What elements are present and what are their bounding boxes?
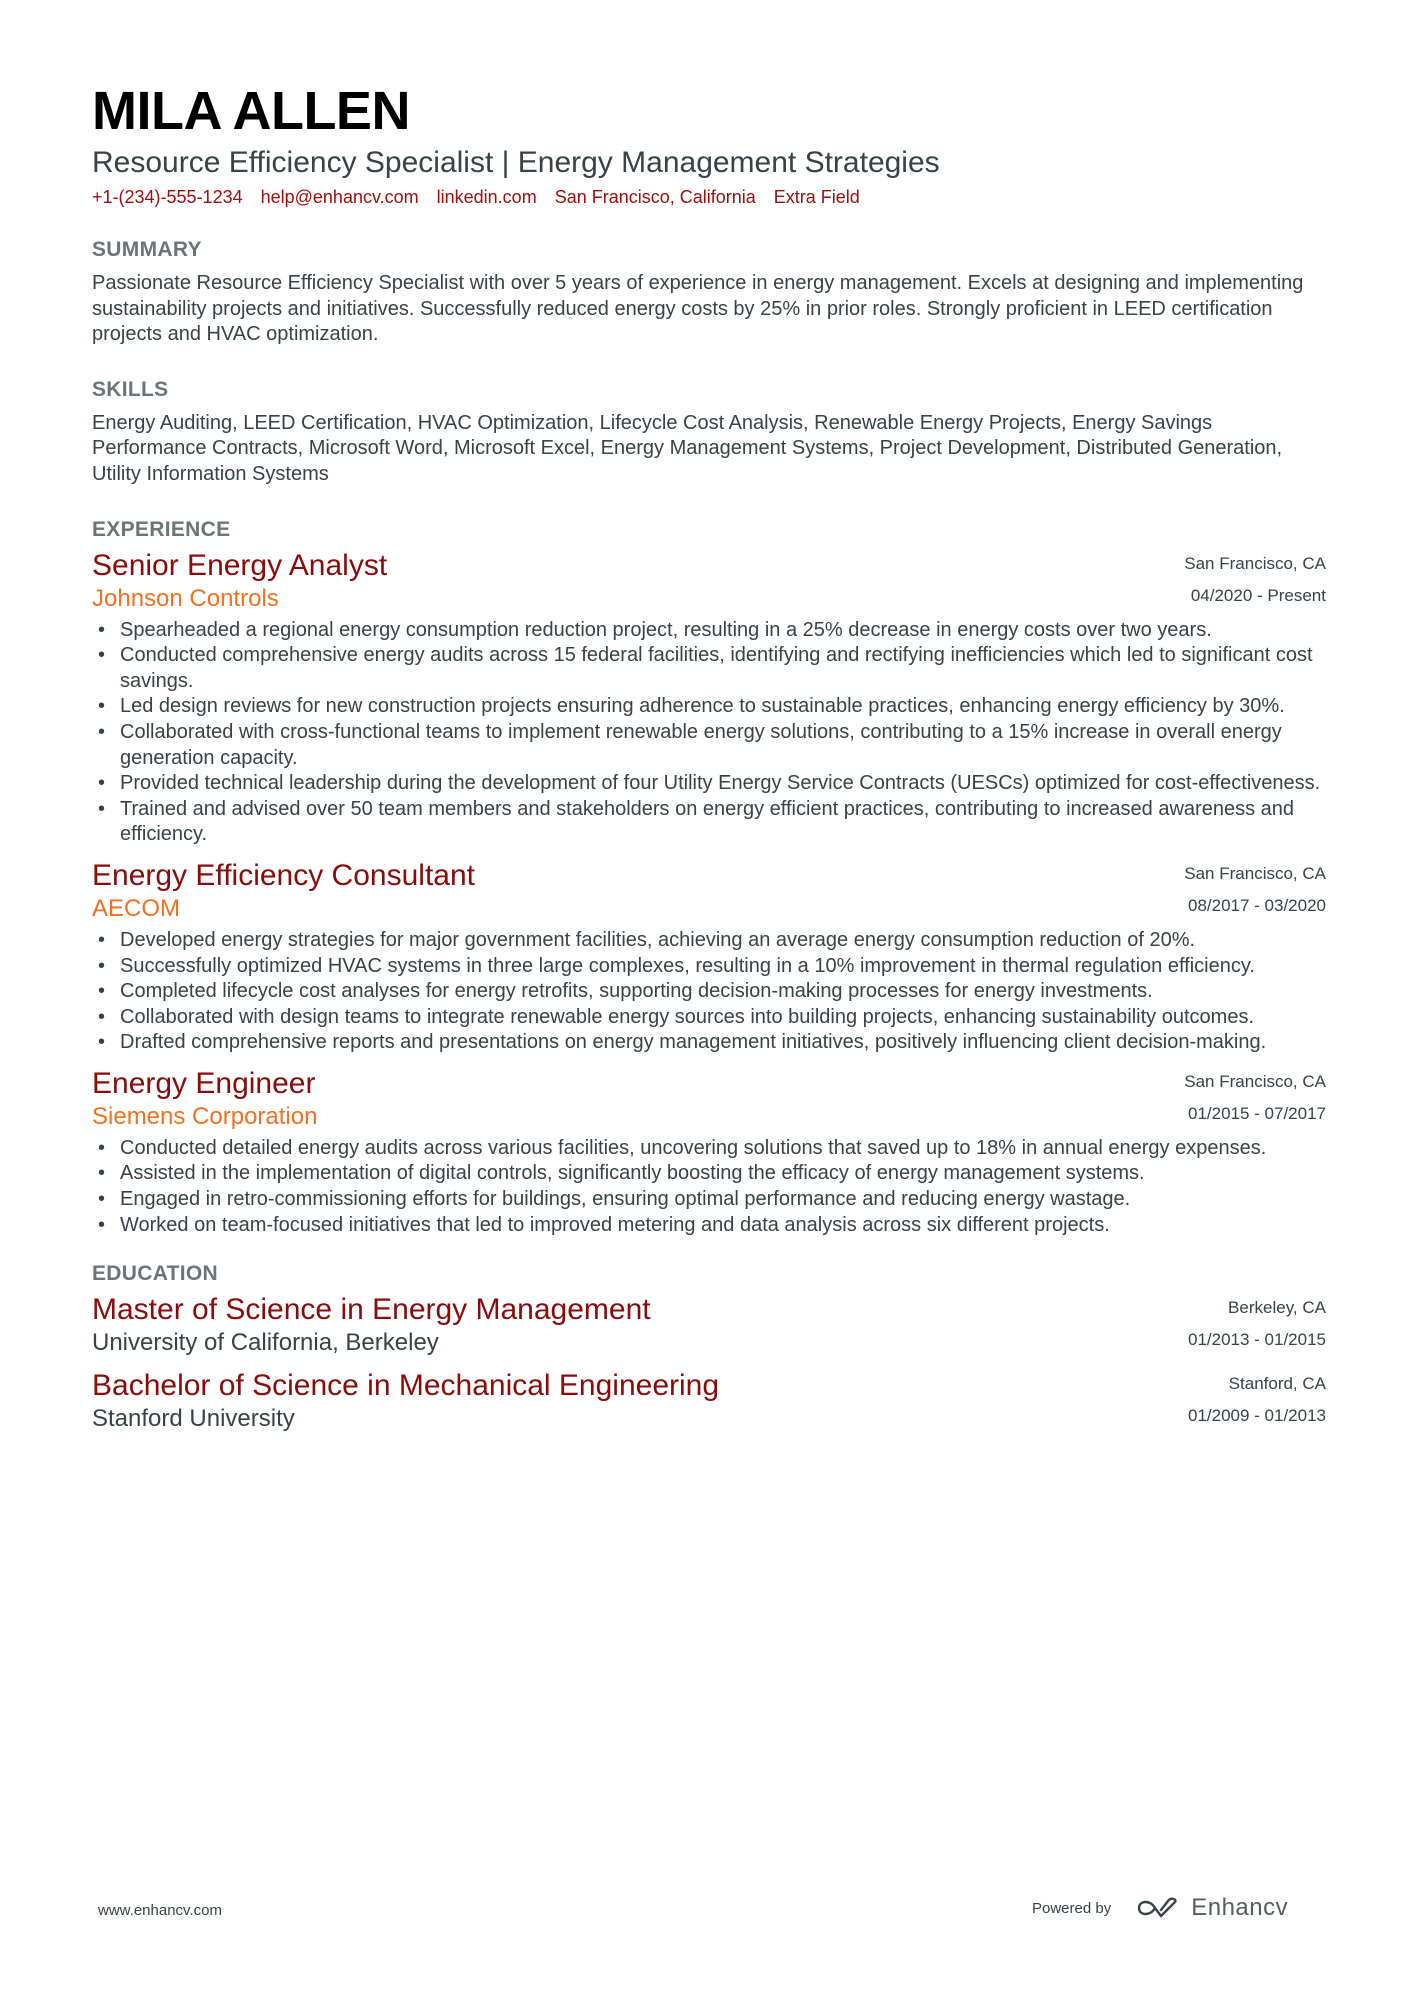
school-name: Stanford University xyxy=(92,1405,295,1433)
headline: Resource Efficiency Specialist | Energy Management Strategies xyxy=(92,146,940,179)
job-dates: 08/2017 - 03/2020 xyxy=(1187,895,1326,915)
bullet: • Developed energy strategies for major government facilities, achieving an average energy consumption reduction of 20%. xyxy=(92,928,1326,954)
extra-field: Extra Field xyxy=(773,187,860,207)
contact-bar xyxy=(92,184,1326,210)
powered-by-label: Powered by xyxy=(1032,1899,1112,1917)
bullet: • Worked on team-focused initiatives that led to improved metering and data analysis across six different projects. xyxy=(92,1213,1326,1239)
enhancv-logo[interactable] xyxy=(1135,1894,1288,1922)
bullet: • Trained and advised over 50 team members and stakeholders on energy efficient practices, contributing to increased awareness and efficiency. xyxy=(92,797,1326,848)
degree-title: Master of Science in Energy Management xyxy=(92,1293,651,1327)
education-dates: 01/2009 - 01/2013 xyxy=(1187,1406,1326,1426)
job-location: San Francisco, CA xyxy=(1184,1071,1326,1091)
education-location: Stanford, CA xyxy=(1228,1374,1326,1394)
job-dates: 04/2020 - Present xyxy=(1190,585,1326,605)
job-bullets xyxy=(92,1136,1326,1238)
brand-name: Enhancv xyxy=(1191,1894,1289,1921)
job-company: AECOM xyxy=(92,894,181,922)
bullet: • Assisted in the implementation of digital controls, significantly boosting the efficacy of energy management systems. xyxy=(92,1161,1326,1187)
footer-website-link[interactable]: www.enhancv.com xyxy=(98,1902,222,1919)
education-location: Berkeley, CA xyxy=(1228,1298,1326,1318)
phone-link[interactable]: +1-(234)-555-1234 xyxy=(92,187,243,207)
job-title: Energy Efficiency Consultant xyxy=(92,858,475,892)
bullet: • Completed lifecycle cost analyses for energy retrofits, supporting decision-making processes for energy investments. xyxy=(92,979,1326,1005)
summary-heading: SUMMARY xyxy=(92,238,202,261)
bullet: • Conducted comprehensive energy audits across 15 federal facilities, identifying and rectifying inefficiencies which led to significant cost savings. xyxy=(92,643,1326,694)
bullet: • Collaborated with cross-functional teams to implement renewable energy solutions, contributing to a 15% increase in overall energy generation capacity. xyxy=(92,720,1326,771)
skills-text: Energy Auditing, LEED Certification, HVAC Optimization, Lifecycle Cost Analysis, Renewable Energy Projects, Energy Savings Performance Contracts, Microsoft Word, Microsoft Excel, Energy Management Systems, Project Development, Distributed Generation, Utility Information Systems xyxy=(92,411,1283,485)
bullet: • Conducted detailed energy audits across various facilities, uncovering solutions that saved up to 18% in annual energy expenses. xyxy=(92,1136,1326,1162)
bullet: • Led design reviews for new construction projects ensuring adherence to sustainable practices, enhancing energy efficiency by 30%. xyxy=(92,694,1326,720)
location-text: San Francisco, California xyxy=(554,187,756,207)
bullet: • Engaged in retro-commissioning efforts for buildings, ensuring optimal performance and reducing energy wastage. xyxy=(92,1187,1326,1213)
job-dates: 01/2015 - 07/2017 xyxy=(1187,1103,1326,1123)
education-entry xyxy=(92,1292,1326,1358)
summary-text: Passionate Resource Efficiency Specialist with over 5 years of experience in energy management. Excels at designing and implementing sustainability projects and initiatives. Successfully reduced energy costs by 25% in prior roles. Strongly proficient in LEED certification projects and HVAC optimization. xyxy=(92,272,1304,346)
bullet: • Collaborated with design teams to integrate renewable energy sources into building projects, enhancing sustainability outcomes. xyxy=(92,1005,1326,1031)
job-entry xyxy=(92,858,1326,1056)
job-title: Senior Energy Analyst xyxy=(92,548,388,582)
education-entry xyxy=(92,1368,1326,1434)
job-bullets xyxy=(92,928,1326,1056)
school-name: University of California, Berkeley xyxy=(92,1329,439,1357)
job-location: San Francisco, CA xyxy=(1184,553,1326,573)
experience-heading: EXPERIENCE xyxy=(92,517,231,541)
job-title: Energy Engineer xyxy=(92,1066,316,1100)
email-link[interactable]: help@enhancv.com xyxy=(260,187,419,207)
bullet: • Provided technical leadership during the development of four Utility Energy Service Contracts (UESCs) optimized for cost-effectiveness. xyxy=(92,771,1326,797)
degree-title: Bachelor of Science in Mechanical Engineering xyxy=(92,1369,720,1403)
footer-branding xyxy=(1032,1894,1288,1922)
candidate-name: MILA ALLEN xyxy=(92,81,410,141)
enhancv-logo-icon xyxy=(1135,1896,1181,1920)
education-dates: 01/2013 - 01/2015 xyxy=(1187,1330,1326,1350)
job-location: San Francisco, CA xyxy=(1184,863,1326,883)
job-company: Johnson Controls xyxy=(92,584,279,612)
bullet: • Drafted comprehensive reports and presentations on energy management initiatives, positively influencing client decision-making. xyxy=(92,1030,1326,1056)
linkedin-link[interactable]: linkedin.com xyxy=(436,187,537,207)
education-heading: EDUCATION xyxy=(92,1262,218,1286)
bullet: • Spearheaded a regional energy consumption reduction project, resulting in a 25% decrease in energy costs over two years. xyxy=(92,618,1326,644)
job-bullets xyxy=(92,618,1326,848)
job-entry xyxy=(92,548,1326,848)
bullet: • Successfully optimized HVAC systems in three large complexes, resulting in a 10% improvement in thermal regulation efficiency. xyxy=(92,954,1326,980)
skills-heading: SKILLS xyxy=(92,377,169,401)
job-company: Siemens Corporation xyxy=(92,1102,318,1130)
job-entry xyxy=(92,1066,1326,1238)
resume-page xyxy=(92,78,1326,1434)
